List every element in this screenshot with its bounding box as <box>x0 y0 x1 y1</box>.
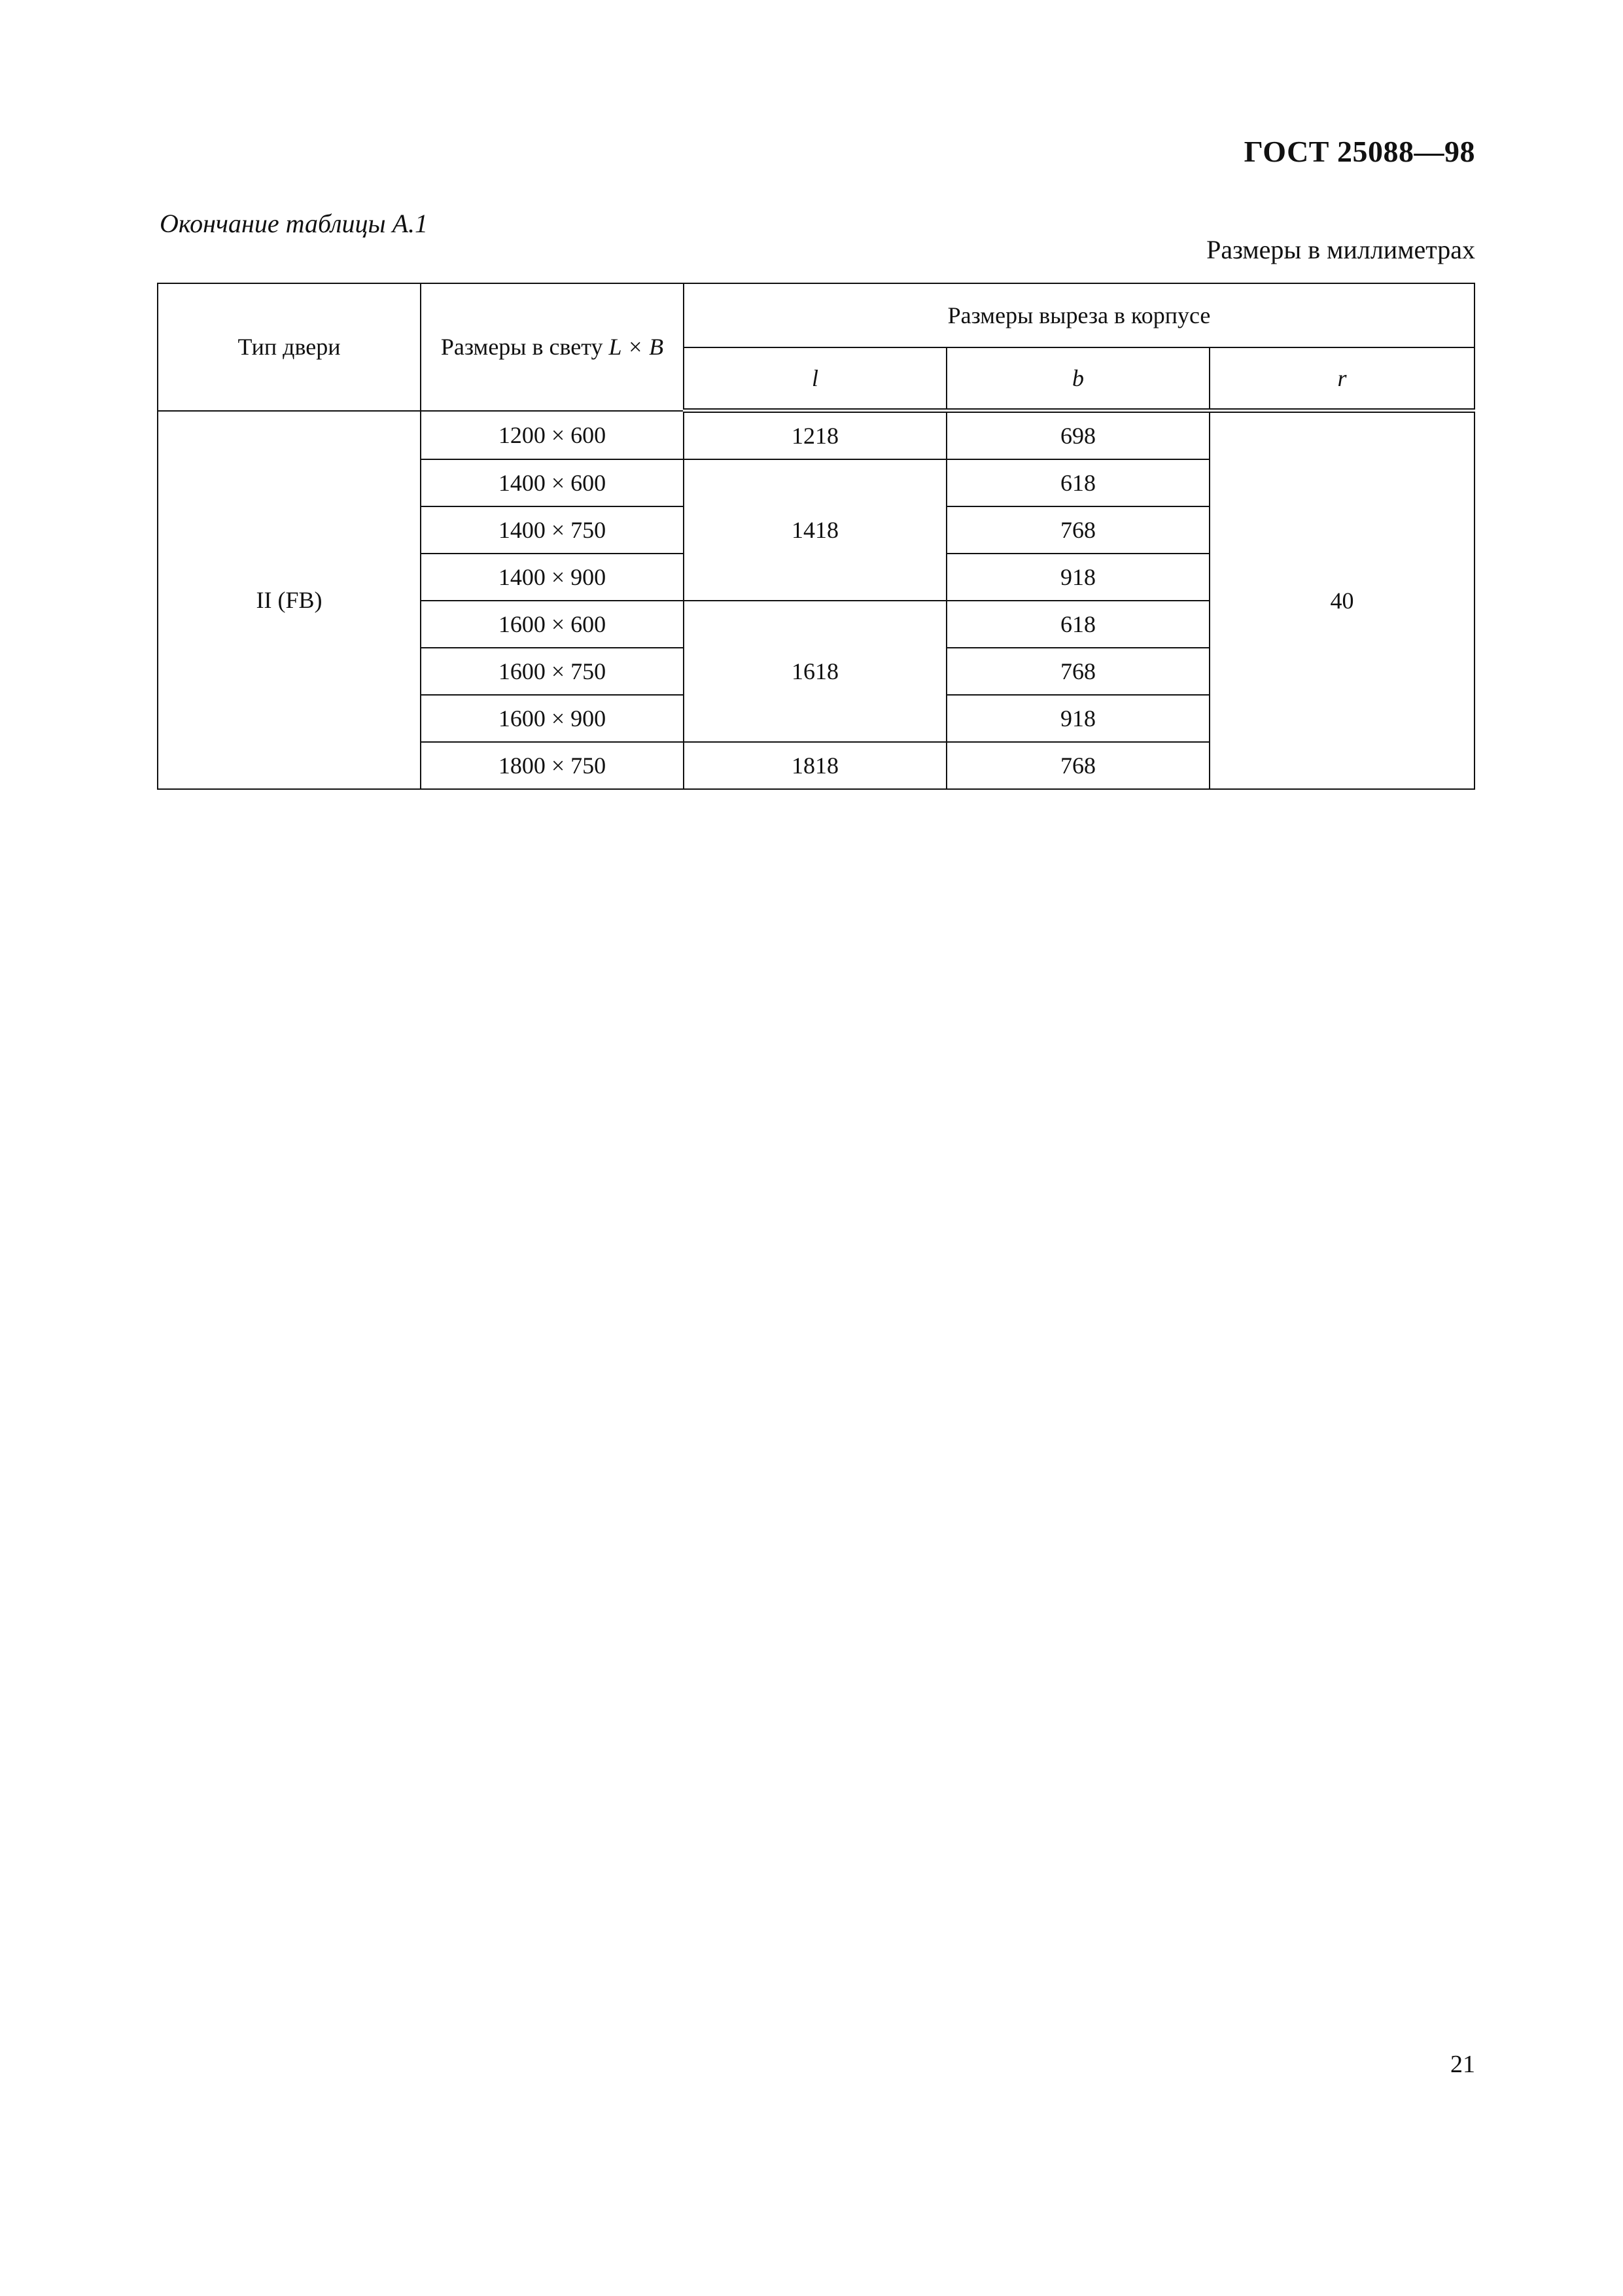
cell-b: 768 <box>947 742 1210 789</box>
cell-size: 1600 × 600 <box>421 601 684 648</box>
header-cutout-size: Размеры выреза в корпусе <box>684 283 1475 347</box>
cell-size: 1800 × 750 <box>421 742 684 789</box>
cell-l: 1218 <box>684 411 947 460</box>
dimensions-table <box>157 283 1475 790</box>
header-clear-size <box>421 283 684 411</box>
cell-b: 768 <box>947 648 1210 695</box>
units-note: Размеры в миллиметрах <box>1206 235 1475 264</box>
cell-l: 1618 <box>684 601 947 742</box>
cell-b: 768 <box>947 506 1210 554</box>
header-l: l <box>684 347 947 411</box>
document-code: ГОСТ 25088—98 <box>1244 135 1475 168</box>
cell-door-type: II (FB) <box>158 411 421 790</box>
cell-size: 1400 × 600 <box>421 459 684 506</box>
cell-size: 1400 × 750 <box>421 506 684 554</box>
cell-l: 1418 <box>684 459 947 601</box>
cell-b: 918 <box>947 554 1210 601</box>
cell-b: 618 <box>947 601 1210 648</box>
cell-l: 1818 <box>684 742 947 789</box>
table-row <box>158 411 1475 460</box>
cell-b: 618 <box>947 459 1210 506</box>
table-caption: Окончание таблицы А.1 <box>160 209 428 238</box>
header-b: b <box>947 347 1210 411</box>
cell-size: 1400 × 900 <box>421 554 684 601</box>
cell-size: 1600 × 750 <box>421 648 684 695</box>
cell-size: 1600 × 900 <box>421 695 684 742</box>
page-number: 21 <box>1450 2051 1475 2078</box>
header-door-type: Тип двери <box>158 283 421 411</box>
cell-b: 698 <box>947 411 1210 460</box>
cell-b: 918 <box>947 695 1210 742</box>
cell-r: 40 <box>1210 411 1475 790</box>
header-clear-size-symbol: L × B <box>608 334 664 361</box>
header-r: r <box>1210 347 1475 411</box>
cell-size: 1200 × 600 <box>421 411 684 460</box>
header-clear-size-text: Размеры в свету <box>440 334 609 361</box>
